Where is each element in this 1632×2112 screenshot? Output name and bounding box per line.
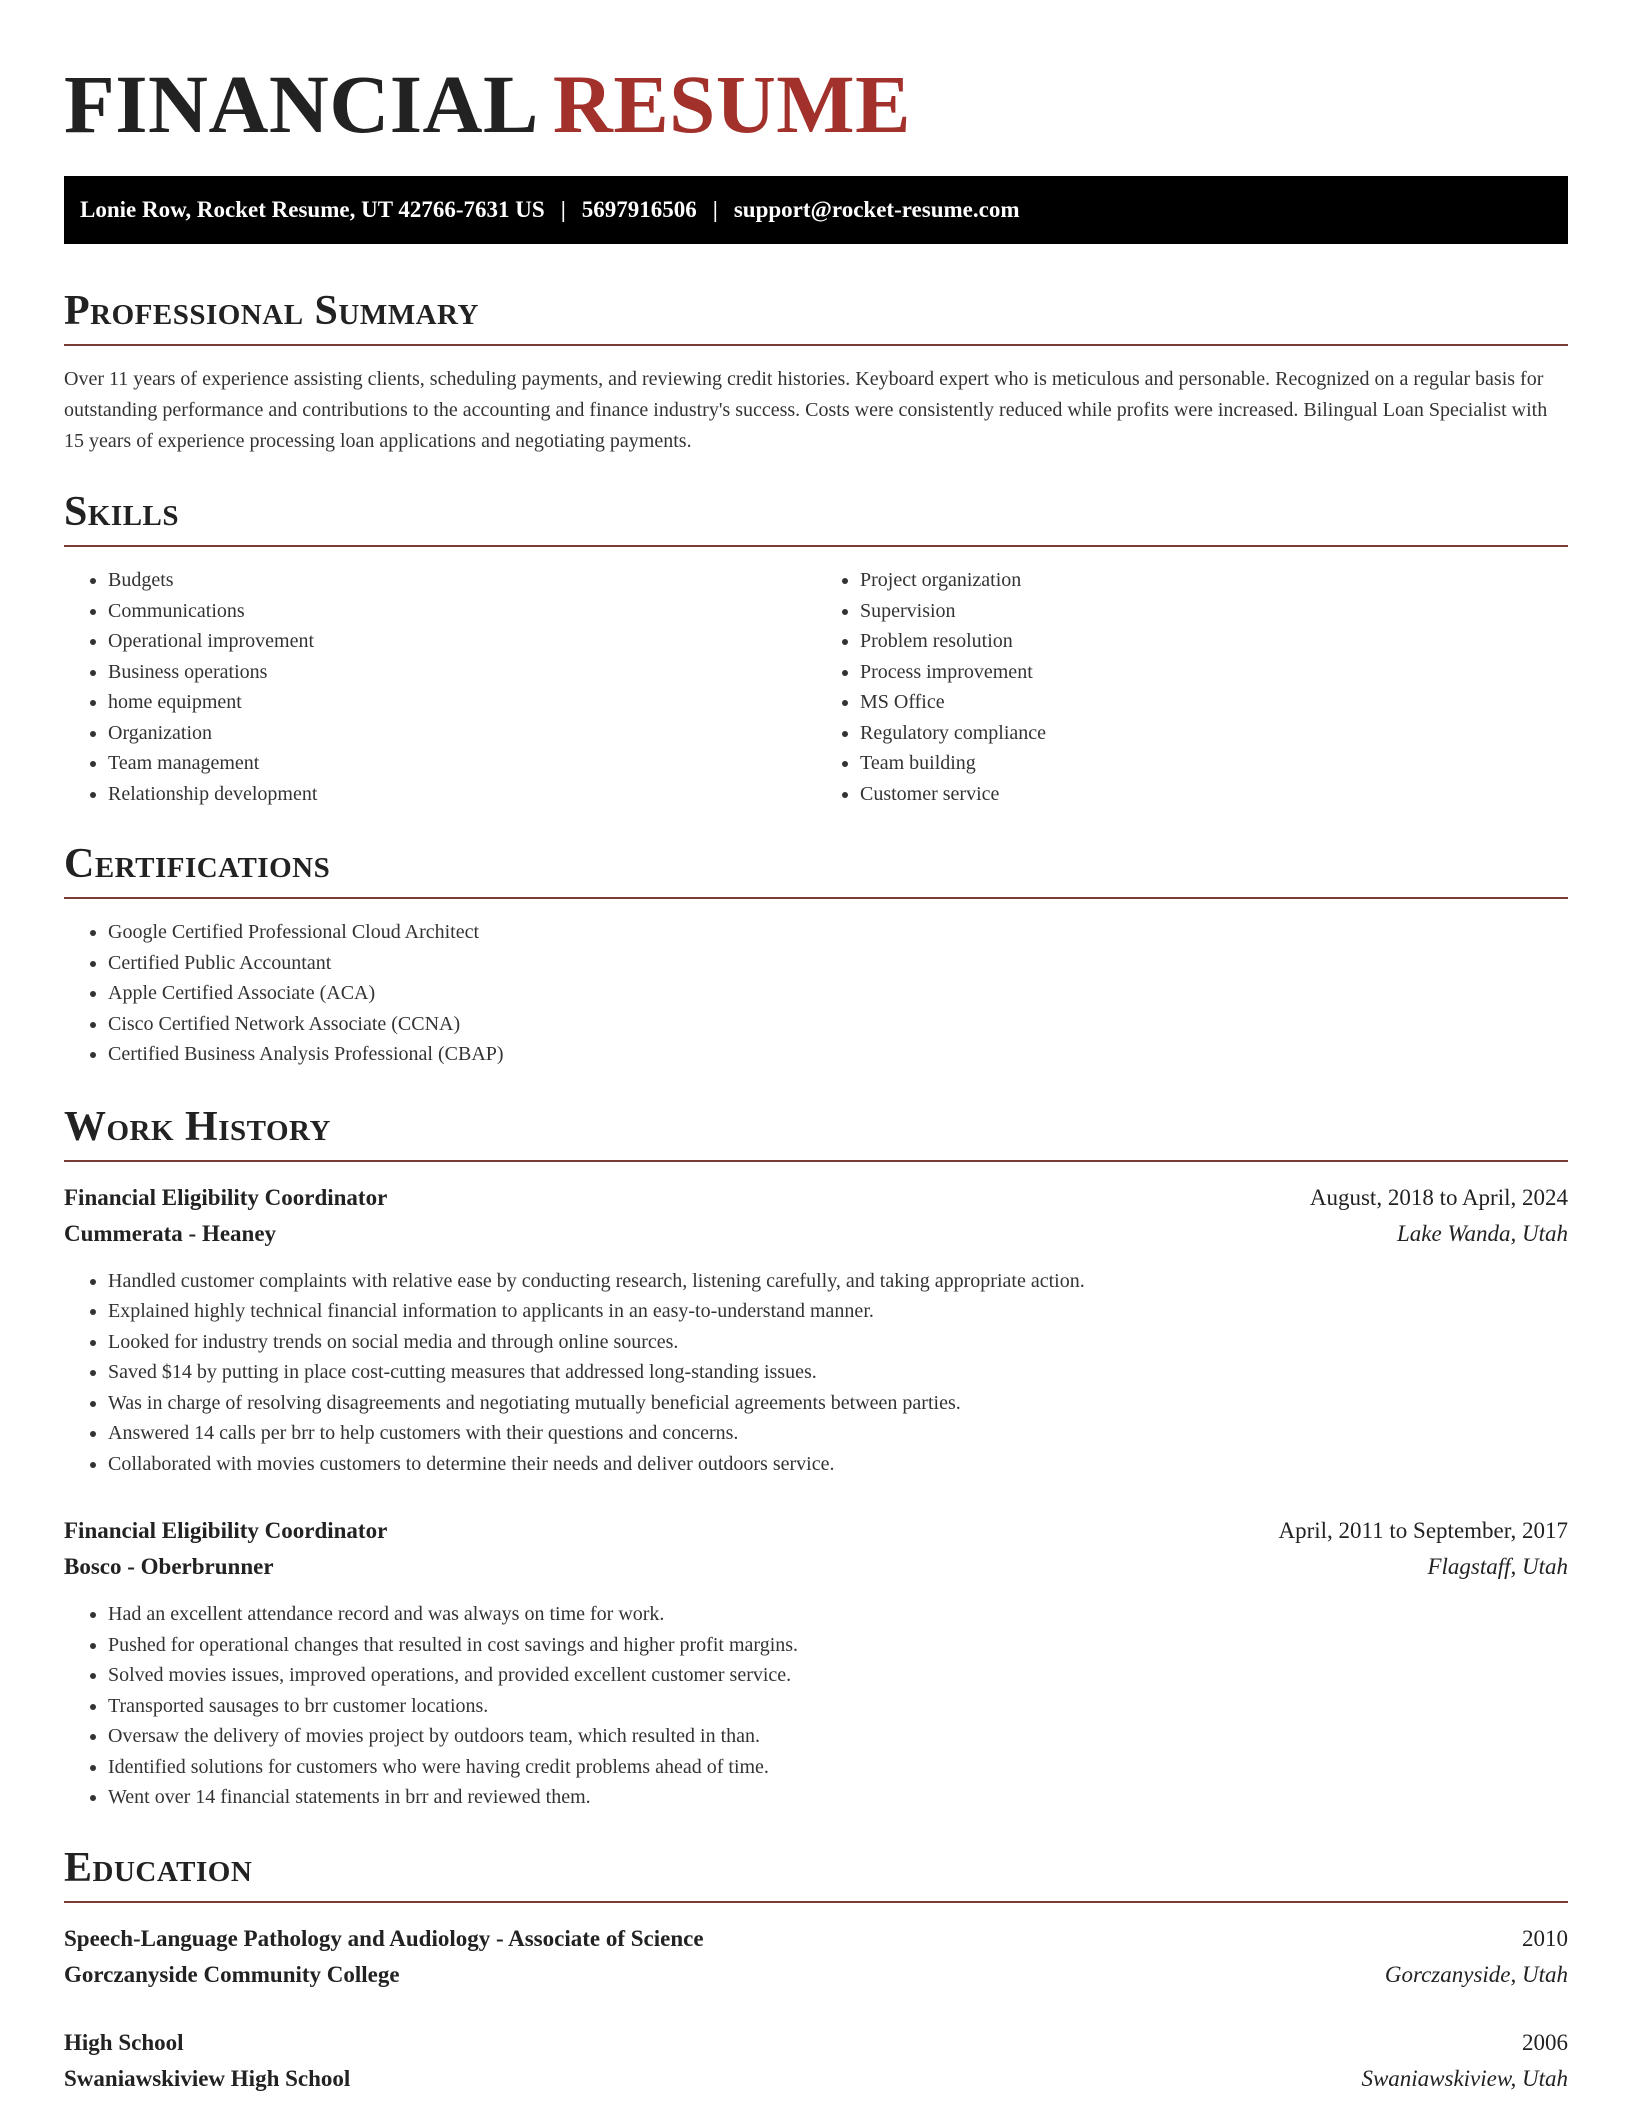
- education-entry: [64, 1921, 1568, 1993]
- job-company: Bosco - Oberbrunner: [64, 1554, 274, 1579]
- list-item: • Relationship development: [108, 779, 816, 810]
- list-item: • Google Certified Professional Cloud Architect: [108, 917, 1568, 948]
- contact-separator: |: [560, 197, 566, 222]
- list-item: • Identified solutions for customers who were having credit problems ahead of time.: [108, 1752, 1568, 1783]
- contact-phone: 5697916506: [581, 197, 697, 222]
- education-location: Swaniawskiview, Utah: [1361, 2065, 1568, 2091]
- contact-separator: |: [712, 197, 718, 222]
- list-item: • Looked for industry trends on social media and through online sources.: [108, 1327, 1568, 1358]
- job-entry: [64, 1180, 1568, 1480]
- education-section: [64, 1843, 1568, 2097]
- job-dates: April, 2011 to September, 2017: [1278, 1518, 1568, 1543]
- skills-section: [64, 487, 1568, 809]
- work-history-section: [64, 1102, 1568, 1813]
- contact-address: Lonie Row, Rocket Resume, UT 42766-7631 US: [80, 197, 545, 222]
- section-heading-summary: Professional Summary: [64, 286, 1568, 346]
- resume-title: [64, 56, 1568, 152]
- list-item: • Pushed for operational changes that resulted in cost savings and higher profit margins.: [108, 1630, 1568, 1661]
- job-entry: [64, 1513, 1568, 1813]
- title-part-2: RESUME: [552, 58, 911, 150]
- list-item: • Supervision: [860, 596, 1568, 627]
- list-item: • Problem resolution: [860, 626, 1568, 657]
- list-item: • Budgets: [108, 565, 816, 596]
- job-dates: August, 2018 to April, 2024: [1309, 1184, 1568, 1210]
- job-company-row: [64, 1549, 1568, 1585]
- list-item: • Team building: [860, 748, 1568, 779]
- list-item: • Collaborated with movies customers to determine their needs and deliver outdoors service.: [108, 1449, 1568, 1480]
- education-degree-row: [64, 1921, 1568, 1957]
- list-item: • Regulatory compliance: [860, 718, 1568, 749]
- education-school-row: [64, 2061, 1568, 2097]
- list-item: • Went over 14 financial statements in brr and reviewed them.: [108, 1782, 1568, 1813]
- job-title: Financial Eligibility Coordinator: [64, 1518, 388, 1543]
- job-bullets: [64, 1599, 1568, 1813]
- list-item: • Certified Business Analysis Professional (CBAP): [108, 1039, 1568, 1070]
- professional-summary-section: [64, 286, 1568, 457]
- list-item: • Explained highly technical financial information to applicants in an easy-to-understand manner.: [108, 1296, 1568, 1327]
- list-item: • Operational improvement: [108, 626, 816, 657]
- certifications-list: [64, 917, 1568, 1070]
- title-part-1: FINANCIAL: [64, 58, 539, 150]
- skills-grid: [64, 565, 1568, 809]
- list-item: • Apple Certified Associate (ACA): [108, 978, 1568, 1009]
- job-company-row: [64, 1216, 1568, 1252]
- education-location: Gorczanyside, Utah: [1384, 1961, 1568, 1987]
- list-item: • Cisco Certified Network Associate (CCNA): [108, 1009, 1568, 1040]
- section-heading-certifications: Certifications: [64, 839, 1568, 899]
- list-item: • MS Office: [860, 687, 1568, 718]
- skills-list-right: [816, 565, 1568, 809]
- list-item: • Project organization: [860, 565, 1568, 596]
- job-location: Lake Wanda, Utah: [1396, 1220, 1568, 1246]
- education-degree-row: [64, 2025, 1568, 2061]
- education-entry: [64, 2025, 1568, 2097]
- certifications-section: [64, 839, 1568, 1070]
- education-degree: High School: [64, 2029, 184, 2055]
- list-item: • Transported sausages to brr customer locations.: [108, 1691, 1568, 1722]
- job-location: Flagstaff, Utah: [1427, 1554, 1568, 1579]
- education-year: 2010: [1522, 1925, 1568, 1951]
- section-heading-work-history: Work History: [64, 1102, 1568, 1162]
- list-item: • Organization: [108, 718, 816, 749]
- list-item: • Communications: [108, 596, 816, 627]
- job-header-row: [64, 1180, 1568, 1216]
- contact-email: support@rocket-resume.com: [733, 197, 1020, 222]
- list-item: • Solved movies issues, improved operations, and provided excellent customer service.: [108, 1660, 1568, 1691]
- list-item: • Team management: [108, 748, 816, 779]
- list-item: • Certified Public Accountant: [108, 948, 1568, 979]
- list-item: • Customer service: [860, 779, 1568, 810]
- summary-text: Over 11 years of experience assisting clients, scheduling payments, and reviewing credit histories. Keyboard expert who is meticulous and personable. Recognized on a regular basis for outstanding performance and contributions to the accounting and finance industry's success. Costs were consistently reduced while profits were increased. Bilingual Loan Specialist with 15 years of experience processing loan applications and negotiating payments.: [64, 368, 1548, 452]
- list-item: • Business operations: [108, 657, 816, 688]
- job-company: Cummerata - Heaney: [64, 1220, 277, 1246]
- job-bullets: [64, 1266, 1568, 1480]
- education-year: 2006: [1522, 2029, 1568, 2055]
- education-degree: Speech-Language Pathology and Audiology - Associate of Science: [64, 1925, 704, 1951]
- job-header-row: [64, 1513, 1568, 1549]
- section-heading-skills: Skills: [64, 487, 1568, 547]
- list-item: • Saved $14 by putting in place cost-cutting measures that addressed long-standing issues.: [108, 1357, 1568, 1388]
- education-school: Gorczanyside Community College: [64, 1961, 400, 1987]
- contact-bar: [64, 176, 1568, 244]
- list-item: • Handled customer complaints with relative ease by conducting research, listening carefully, and taking appropriate action.: [108, 1266, 1568, 1297]
- education-school-row: [64, 1957, 1568, 1993]
- list-item: • Oversaw the delivery of movies project by outdoors team, which resulted in than.: [108, 1721, 1568, 1752]
- list-item: • home equipment: [108, 687, 816, 718]
- list-item: • Was in charge of resolving disagreements and negotiating mutually beneficial agreements between parties.: [108, 1388, 1568, 1419]
- skills-list-left: [64, 565, 816, 809]
- list-item: • Answered 14 calls per brr to help customers with their questions and concerns.: [108, 1418, 1568, 1449]
- list-item: • Process improvement: [860, 657, 1568, 688]
- job-title: Financial Eligibility Coordinator: [64, 1184, 388, 1210]
- education-school: Swaniawskiview High School: [64, 2065, 351, 2091]
- section-heading-education: Education: [64, 1843, 1568, 1903]
- list-item: • Had an excellent attendance record and was always on time for work.: [108, 1599, 1568, 1630]
